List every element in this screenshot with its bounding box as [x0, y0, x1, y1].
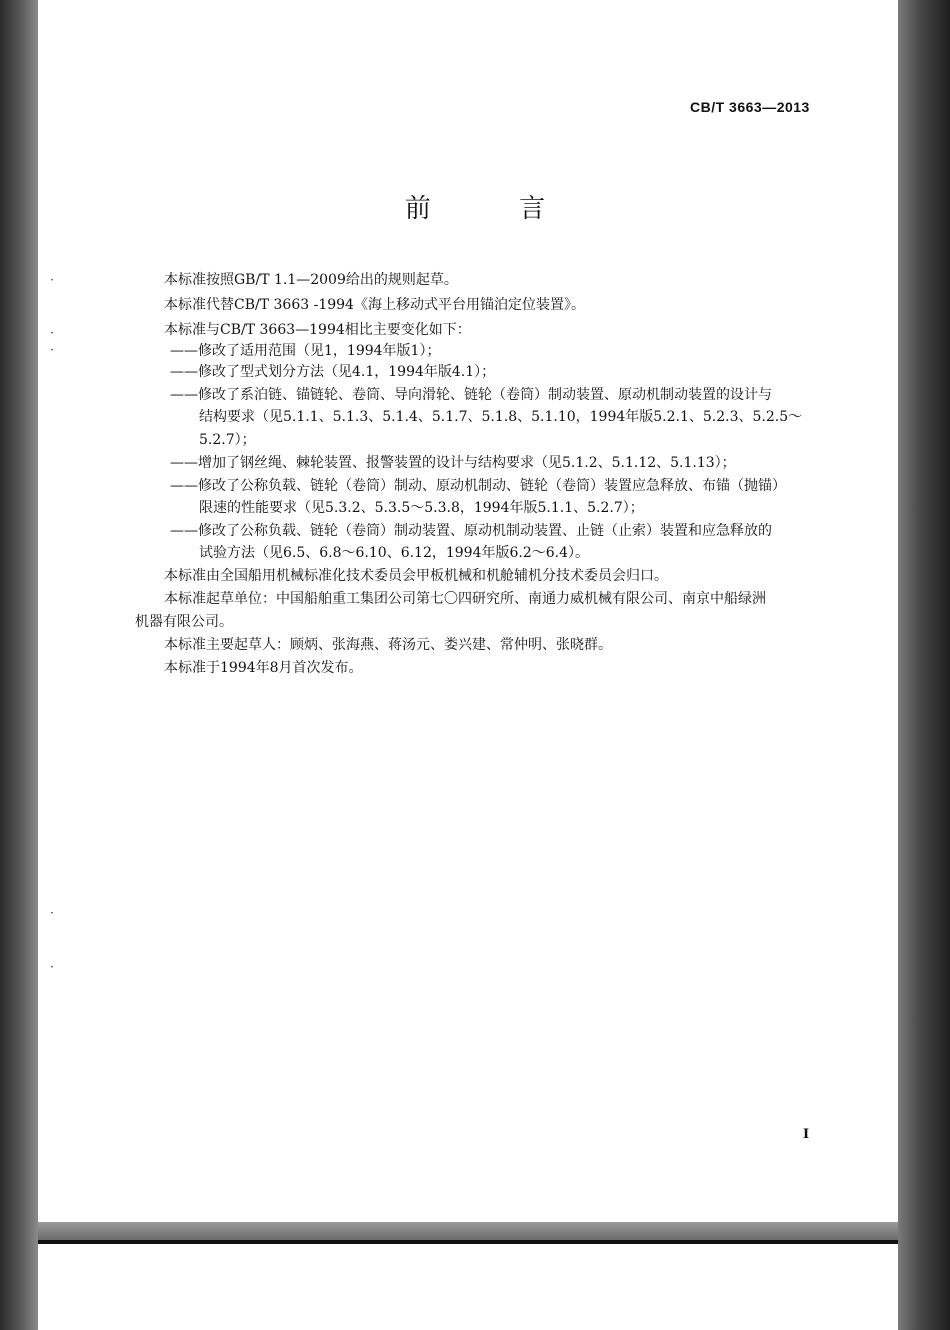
page-title: 前 言	[404, 194, 586, 224]
paragraph-line: 机器有限公司。	[135, 614, 233, 630]
list-item-cont: 结构要求（见5.1.1、5.1.3、5.1.4、5.1.7、5.1.8、5.1.10，1994年版5.2.1、5.2.3、5.2.5～	[199, 409, 803, 425]
list-item-cont: 限速的性能要求（见5.3.2、5.3.5～5.3.8，1994年版5.1.1、5.2.7）；	[199, 500, 644, 516]
paragraph-line: 本标准起草单位：中国船舶重工集团公司第七〇四研究所、南通力威机械有限公司、南京中船绿洲	[164, 591, 766, 607]
paragraph-line: 本标准与CB/T 3663—1994相比主要变化如下：	[164, 322, 471, 338]
scan-mark: ·	[50, 906, 54, 920]
paragraph-line: 本标准由全国船用机械标准化技术委员会甲板机械和机舱辅机分技术委员会归口。	[164, 568, 668, 584]
list-item: ——修改了型式划分方法（见4.1，1994年版4.1）；	[170, 364, 496, 380]
paragraph-line: 本标准代替CB/T 3663 -1994《海上移动式平台用锚泊定位装置》。	[164, 297, 585, 313]
paragraph-line: 本标准按照GB/T 1.1—2009给出的规则起草。	[164, 272, 458, 288]
scan-mark: ·	[50, 343, 54, 357]
scan-mark: ·	[50, 273, 54, 287]
paragraph-line: 本标准于1994年8月首次发布。	[164, 660, 363, 676]
page-number: I	[803, 1127, 810, 1142]
paragraph-line: 本标准主要起草人：顾炳、张海燕、蒋汤元、娄兴建、常仲明、张晓群。	[164, 637, 612, 653]
list-item: ——修改了公称负载、链轮（卷筒）制动装置、原动机制动装置、止链（止索）装置和应急释放的	[170, 523, 772, 539]
document-page	[38, 0, 898, 1222]
scan-mark: ·	[50, 960, 54, 974]
list-item-cont: 5.2.7）；	[199, 432, 256, 448]
list-item: ——增加了钢丝绳、棘轮装置、报警装置的设计与结构要求（见5.1.2、5.1.12、5.1.13）；	[170, 455, 736, 471]
standard-code: CB/T 3663—2013	[690, 99, 810, 115]
list-item-cont: 试验方法（见6.5、6.8～6.10、6.12，1994年版6.2～6.4）。	[199, 545, 590, 561]
page-separator	[38, 1222, 898, 1240]
scan-mark: ·	[50, 326, 54, 340]
next-page-top	[38, 1240, 898, 1330]
list-item: ——修改了系泊链、锚链轮、卷筒、导向滑轮、链轮（卷筒）制动装置、原动机制动装置的设计与	[170, 387, 772, 403]
list-item: ——修改了适用范围（见1，1994年版1）；	[170, 343, 441, 359]
list-item: ——修改了公称负载、链轮（卷筒）制动、原动机制动、链轮（卷筒）装置应急释放、布锚（抛锚）	[170, 478, 786, 494]
